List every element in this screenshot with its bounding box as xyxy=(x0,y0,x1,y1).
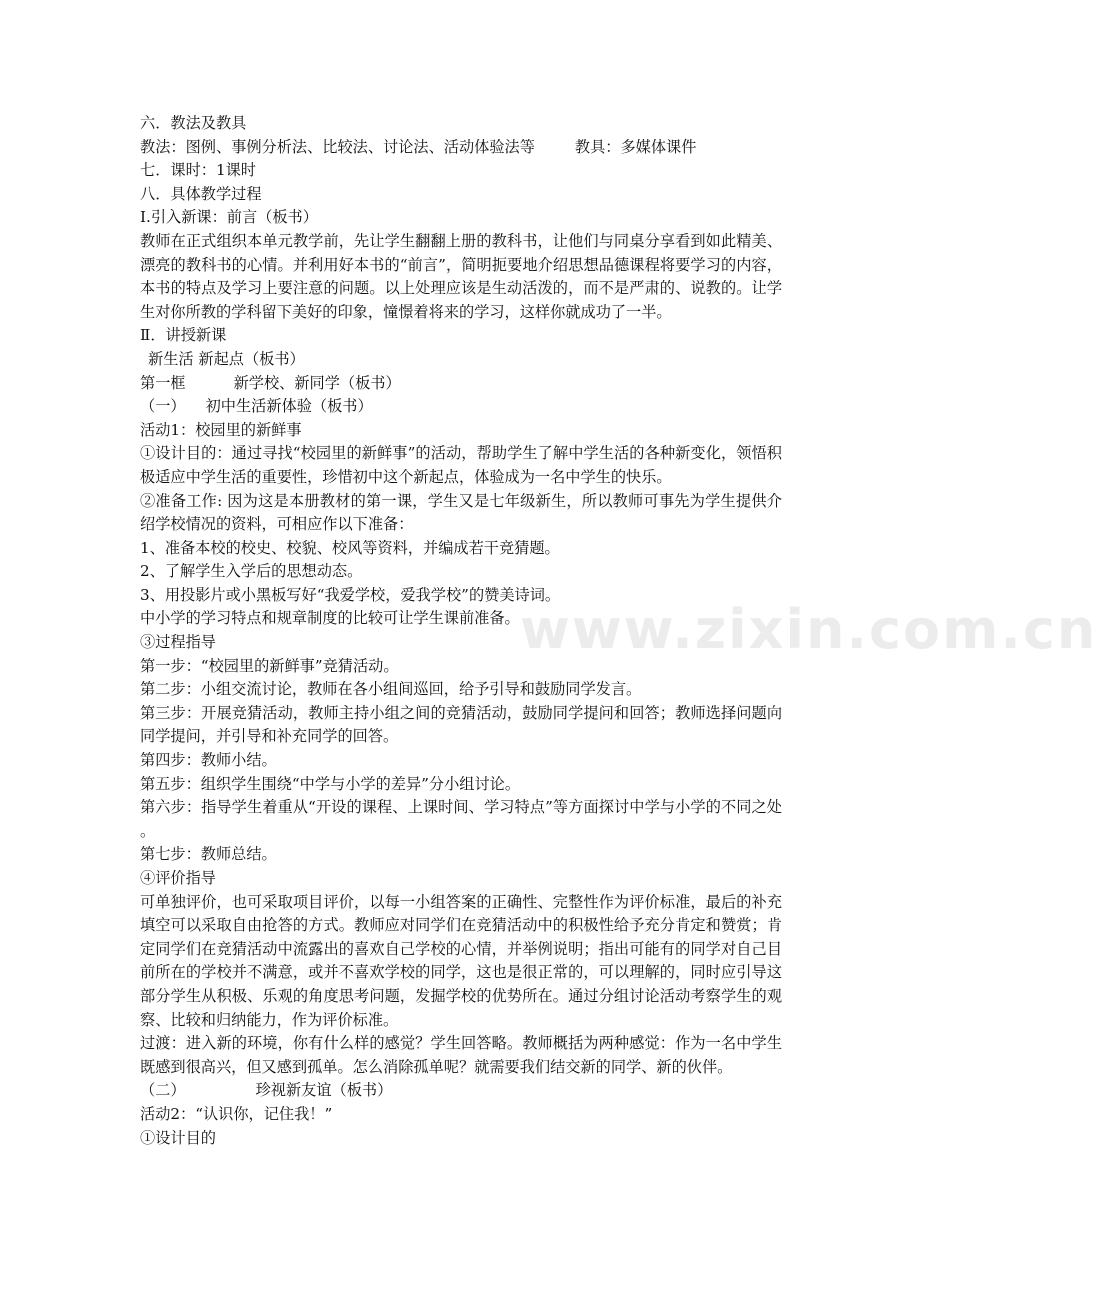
subsection-one-title: 初中生活新体验（板书） xyxy=(205,397,373,416)
watermark: www.zixin.com.cn xyxy=(520,598,1097,661)
step-5: 第五步：组织学生围绕“中学与小学的差异”分小组讨论。 xyxy=(140,774,521,793)
subsection-two-label: （二） xyxy=(140,1081,186,1100)
design-purpose-title: ①设计目的 xyxy=(140,1128,216,1147)
preparation-note: 中小学的学习特点和规章制度的比较可让学生课前准备。 xyxy=(140,609,520,628)
paragraph-design-purpose: ①设计目的：通过寻找“校园里的新鲜事”的活动，帮助学生了解中学生活的各种新变化，领悟积极适应中学生活的重要性，珍惜初中这个新起点，体验成为一名中学生的快乐。 xyxy=(140,444,782,486)
activity-one-title: 活动1：校园里的新鲜事 xyxy=(140,420,302,439)
subsection-one-line xyxy=(140,395,782,419)
paragraph-preparation: ②准备工作: 因为这是本册教材的第一课，学生又是七年级新生，所以教师可事先为学生提供介绍学校情况的资料，可相应作以下准备： xyxy=(140,491,782,534)
step-2: 第二步：小组交流讨论，教师在各小组间巡回，给予引导和鼓励同学发言。 xyxy=(140,680,642,699)
step-1: 第一步：“校园里的新鲜事”竞猜活动。 xyxy=(140,656,399,675)
list-item-3: 3、用投影片或小黑板写好“我爱学校，爱我学校”的赞美诗词。 xyxy=(140,585,561,604)
heading-teaching-process: 八．具体教学过程 xyxy=(140,184,262,203)
subsection-one-label: （一） xyxy=(140,397,186,416)
section-new-lesson-title: Ⅱ．讲授新课 xyxy=(140,326,227,345)
teaching-methods-text: 教法：图例、事例分析法、比较法、讨论法、活动体验法等 xyxy=(140,137,535,156)
step-6: 第六步：指导学生着重从“开设的课程、上课时间、学习特点”等方面探讨中学与小学的不同之处。 xyxy=(140,798,782,840)
section-intro-title: Ⅰ.引入新课：前言（板书） xyxy=(140,208,318,227)
step-3: 第三步：开展竞猜活动，教师主持小组之间的竞猜活动，鼓励同学提问和回答；教师选择问题向同学提问，并引导和补充同学的回答。 xyxy=(140,703,782,746)
step-4: 第四步：教师小结。 xyxy=(140,751,277,770)
teaching-tools-text: 教具：多媒体课件 xyxy=(574,137,697,156)
heading-teaching-methods: 六．教法及教具 xyxy=(140,114,247,132)
step-7: 第七步：教师总结。 xyxy=(140,845,277,864)
activity-two-title: 活动2：“认识你，记住我！” xyxy=(140,1104,333,1123)
paragraph-evaluation: 可单独评价，也可采取项目评价，以每一小组答案的正确性、完整性作为评价标准，最后的补充填空可以采取自由抢答的方式。教师应对同学们在竞猜活动中的积极性给予充分肯定和赞赏；肯定同学们在竞猜活动中流露出的喜欢自己学校的心情，并举例说明；指出可能有的同学对自己目前所在的学校并不满意，或并不喜欢学校的同学，这也是很正常的，可以理解的，同时应引导这部分学生从积极、乐观的角度思考问题，发掘学校的优势所在。通过分组讨论活动考察学生的观察、比较和归纳能力，作为评价标准。 xyxy=(140,892,782,1029)
paragraph-transition: 过渡：进入新的环境，你有什么样的感觉？学生回答略。教师概括为两种感觉：作为一名中学生既感到很高兴，但又感到孤单。怎么消除孤单呢？就需要我们结交新的同学、新的伙伴。 xyxy=(140,1034,782,1076)
teaching-methods-line xyxy=(140,136,782,160)
document-body xyxy=(140,112,782,1150)
list-item-2: 2、了解学生入学后的思想动态。 xyxy=(140,562,363,581)
list-item-1: 1、准备本校的校史、校貌、校风等资料，并编成若干竞猜题。 xyxy=(140,538,560,557)
evaluation-guide-title: ④评价指导 xyxy=(140,869,216,887)
frame-title: 新学校、新同学（板书） xyxy=(233,373,401,392)
process-guide-title: ③过程指导 xyxy=(140,633,216,652)
frame-label: 第一框 xyxy=(140,373,186,392)
paragraph-intro: 教师在正式组织本单元教学前，先让学生翻翻上册的教科书，让他们与同桌分享看到如此精美、漂亮的教科书的心情。并利用好本书的“前言”，简明扼要地介绍思想品德课程将要学习的内容，本书的特点及学习上要注意的问题。以上处理应该是生动活泼的，而不是严肃的、说教的。让学生对你所教的学科留下美好的印象，憧憬着将来的学习，这样你就成功了一半。 xyxy=(140,231,782,321)
frame-title-line xyxy=(140,372,782,396)
subsection-two-title: 珍视新友谊（板书） xyxy=(255,1081,393,1100)
subsection-two-line xyxy=(140,1079,782,1103)
heading-class-hours: 七．课时：1课时 xyxy=(140,161,256,180)
unit-title: 新生活 新起点（板书） xyxy=(148,349,305,368)
